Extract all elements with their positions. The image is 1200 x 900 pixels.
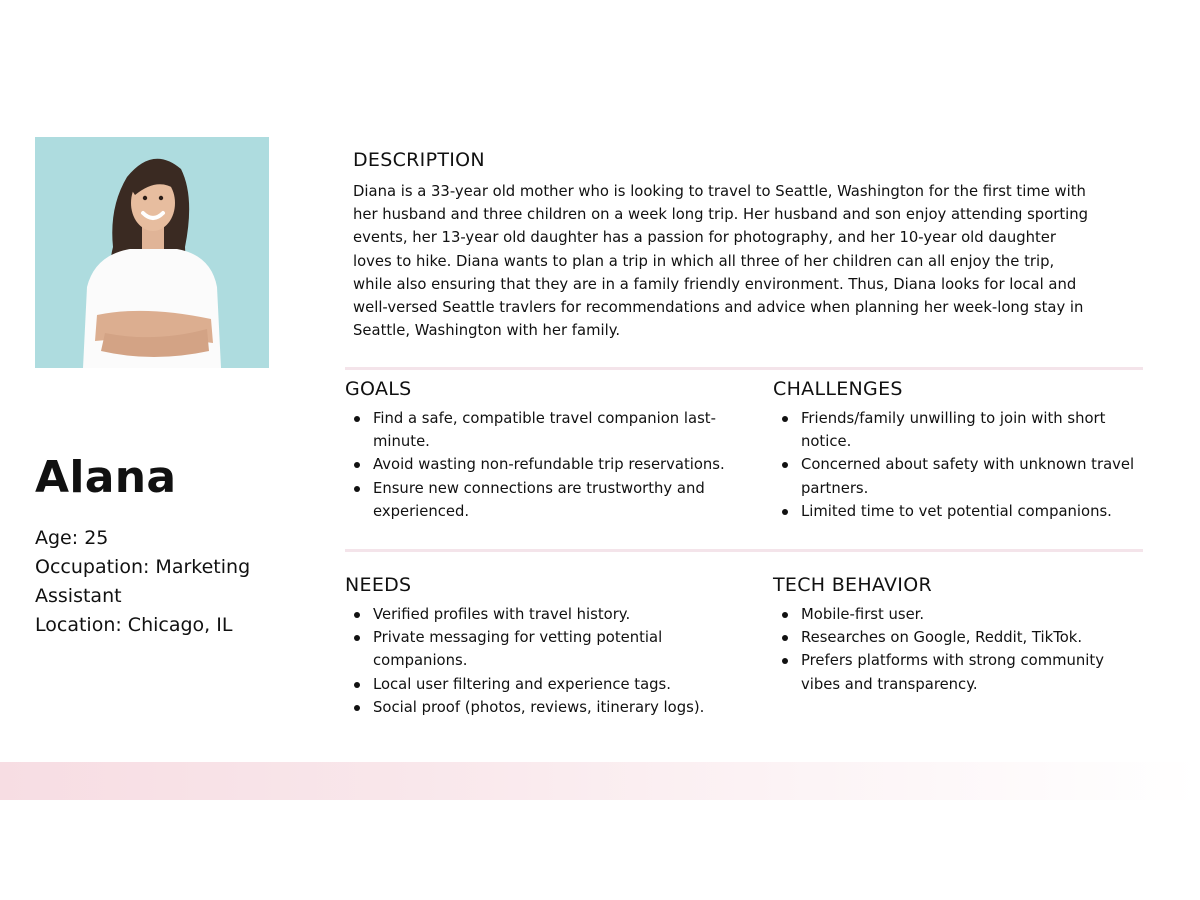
persona-location: Location: Chicago, IL	[35, 614, 233, 636]
decorative-band	[0, 762, 1200, 800]
description-section	[353, 148, 1093, 342]
goals-title: GOALS	[345, 378, 412, 400]
persona-name: Alana	[35, 452, 177, 503]
persona-occupation: Occupation: Marketing Assistant	[35, 556, 251, 607]
challenges-section	[773, 377, 1143, 523]
persona-age: Age: 25	[35, 527, 109, 549]
list-item: Social proof (photos, reviews, itinerary logs).	[373, 696, 725, 719]
challenges-list	[773, 407, 1143, 523]
list-item: Private messaging for vetting potential companions.	[373, 626, 725, 672]
list-item: Prefers platforms with strong community vibes and transparency.	[801, 649, 1143, 695]
challenges-title: CHALLENGES	[773, 378, 903, 400]
tech-behavior-list	[773, 603, 1143, 696]
woman-portrait-icon	[35, 137, 269, 368]
tech-behavior-section	[773, 573, 1143, 696]
needs-title: NEEDS	[345, 574, 412, 596]
list-item: Concerned about safety with unknown travel partners.	[801, 453, 1143, 499]
description-text: Diana is a 33-year old mother who is looking to travel to Seattle, Washington for the first time with her husband and three children on a week long trip. Her husband and son enjoy attending sporting events, her 13-year old daughter has a passion for photography, and her 10-year old daughter loves to hike. Diana wants to plan a trip in which all three of her children can all enjoy the trip, while also ensuring that they are in a family friendly environment. Thus, Diana looks for local and well-versed Seattle travlers for recommendations and advice when planning her week-long stay in Seattle, Washington with her family.	[353, 183, 1089, 340]
tech-behavior-title: TECH BEHAVIOR	[773, 574, 932, 596]
list-item: Mobile-first user.	[801, 603, 1143, 626]
list-item: Researches on Google, Reddit, TikTok.	[801, 626, 1143, 649]
persona-info	[35, 524, 285, 640]
list-item: Limited time to vet potential companions.	[801, 500, 1143, 523]
needs-list	[345, 603, 725, 719]
list-item: Find a safe, compatible travel companion last-minute.	[373, 407, 725, 453]
persona-photo	[35, 137, 269, 368]
section-divider-top	[345, 367, 1143, 370]
section-divider-middle	[345, 549, 1143, 552]
list-item: Verified profiles with travel history.	[373, 603, 725, 626]
list-item: Ensure new connections are trustworthy and experienced.	[373, 477, 725, 523]
goals-section	[345, 377, 725, 523]
list-item: Local user filtering and experience tags.	[373, 673, 725, 696]
goals-list	[345, 407, 725, 523]
description-title: DESCRIPTION	[353, 149, 485, 171]
list-item: Avoid wasting non-refundable trip reservations.	[373, 453, 725, 476]
needs-section	[345, 573, 725, 719]
list-item: Friends/family unwilling to join with short notice.	[801, 407, 1143, 453]
